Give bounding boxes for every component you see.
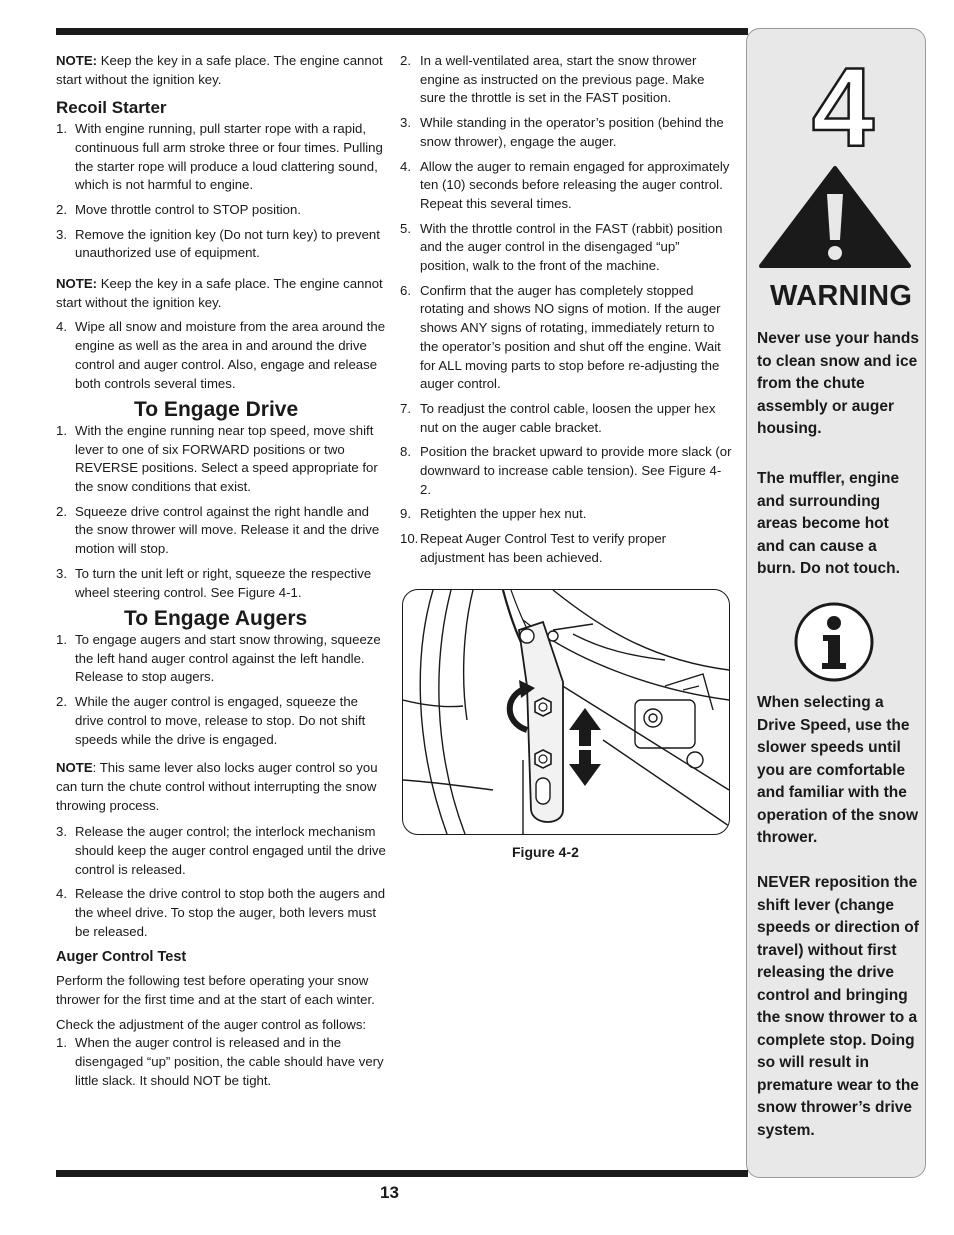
recoil-starter-heading: Recoil Starter: [56, 98, 167, 118]
note-label: NOTE:: [56, 53, 98, 68]
chapter-number-text: 4: [811, 54, 875, 154]
recoil-steps-continued: [56, 318, 386, 393]
list-item: 6. Confirm that the auger has completely stopped rotating and shows NO signs of motion. If the auger shows ANY signs of rotating, immediately return to the operator’s position and shut off the engine. Wait for ALL moving parts to stop before re-adjusting the auger control.: [400, 282, 721, 392]
left-column: [56, 52, 386, 1096]
info-icon: [793, 601, 875, 683]
note-label: NOTE: [56, 760, 93, 776]
test-intro: Check the adjustment of the auger control as follows:: [56, 1016, 367, 1032]
list-item: 2. Move throttle control to STOP position.: [56, 201, 302, 217]
list-item: 1. To engage augers and start snow throwing, squeeze the left hand auger control against the left handle. Release to stop augers.: [56, 631, 381, 685]
auger-cable-bracket-illustration: [403, 590, 729, 834]
list-item: 8. Position the bracket upward to provide more slack (or downward to increase cable tension). See Figure 4-2.: [400, 444, 732, 497]
list-item: 7. To readjust the control cable, loosen the upper hex nut on the auger cable bracket.: [400, 400, 716, 435]
note: [56, 275, 386, 312]
figure-4-2: [402, 589, 730, 835]
list-item: 1. When the auger control is released and in the disengaged “up” position, the cable should have very little slack. It should NOT be tight.: [56, 1035, 384, 1088]
list-item: 9. Retighten the upper hex nut.: [400, 506, 587, 522]
list-item: 3. To turn the unit left or right, squeeze the respective wheel steering control. See Figure 4-1.: [56, 565, 372, 600]
warning-text-muffler: The muffler, engine and surrounding areas become hot and can cause a burn. Do not touch.: [757, 470, 900, 577]
list-item: 2. In a well-ventilated area, start the snow thrower engine as instructed on the previous page. Make sure the throttle is set in the FAST position.: [400, 53, 705, 106]
test-steps-continued: [400, 52, 732, 568]
note: [56, 759, 386, 815]
warning-triangle-icon: [759, 164, 911, 270]
right-column: [400, 52, 732, 574]
page-number: 13: [380, 1183, 399, 1202]
list-item: 10. Repeat Auger Control Test to verify proper adjustment has been achieved.: [400, 531, 667, 565]
engage-drive-heading: To Engage Drive: [134, 398, 299, 422]
list-item: 4. Wipe all snow and moisture from the area around the engine as well as the area in and around the drive control and auger control. Also, engage and release both controls several times.: [56, 319, 386, 391]
list-item: 3. While standing in the operator’s position (behind the snow thrower), engage the auger.: [400, 115, 724, 149]
augers-steps: [56, 631, 386, 749]
list-item: 4. Release the drive control to stop both the augers and the wheel drive. To stop the auger, both levers must be released.: [56, 886, 386, 939]
list-item: 2. While the auger control is engaged, squeeze the drive control to move, release to stop. Do not shift speeds while the drive is engaged.: [56, 694, 366, 747]
list-item: 4. Allow the auger to remain engaged for approximately ten (10) seconds before releasing the auger control. Repeat this several times.: [400, 158, 730, 211]
list-item: 2. Squeeze drive control against the right handle and the snow thrower will move. Release it and the drive motion will stop.: [56, 503, 380, 557]
note-text: Keep the key in a safe place. The engine cannot start without the ignition key.: [56, 53, 383, 87]
info-text-drive-speed: When selecting a Drive Speed, use the slower speeds until you are comfortable and familiar with the operation of the snow thrower.: [757, 694, 919, 846]
warning-text-hands: Never use your hands to clean snow and ice from the chute assembly or auger housing.: [757, 330, 919, 437]
list-item: 1. With the engine running near top speed, move shift lever to one of six FORWARD positions or two REVERSE positions. Select a speed appropriate for the snow conditions that exist.: [56, 422, 378, 495]
chapter-number: [808, 54, 878, 154]
drive-steps: [56, 422, 386, 602]
list-item: 3. Remove the ignition key (Do not turn key) to prevent unauthorized use of equipment.: [56, 226, 380, 261]
augers-steps-continued: [56, 823, 386, 941]
note-text: Keep the key in a safe place. The engine cannot start without the ignition key.: [56, 276, 383, 310]
figure-caption: Figure 4-2: [512, 844, 579, 860]
note-label: NOTE:: [56, 276, 98, 292]
warning-title: WARNING: [770, 280, 913, 312]
auger-control-test-heading: Auger Control Test: [56, 948, 187, 965]
recoil-steps: [56, 120, 386, 263]
list-item: 1. With engine running, pull starter rope with a rapid, continuous full arm stroke three or four times. Pulling the starter rope will produce a loud clattering sound, which is not harmful to engine.: [56, 121, 383, 193]
info-text-shift-lever: NEVER reposition the shift lever (change speeds or direction of travel) without first releasing the drive control and bringing the snow thrower to a complete stop. Doing so will result in premature wear to the snow thrower’s drive system.: [757, 874, 919, 1139]
list-item: 5. With the throttle control in the FAST (rabbit) position and the auger control in the disengaged “up” position, walk to the front of the machine.: [400, 220, 723, 274]
note-text: : This same lever also locks auger control so you can turn the chute control without interrupting the snow throwing process.: [56, 760, 378, 813]
test-steps: [56, 1034, 386, 1090]
top-rule: [56, 28, 748, 35]
bottom-rule: [56, 1170, 748, 1177]
list-item: 3. Release the auger control; the interlock mechanism should keep the auger control engaged until the drive control is released.: [56, 824, 386, 877]
engage-augers-heading: To Engage Augers: [124, 607, 308, 631]
note: [56, 52, 386, 89]
test-intro: Perform the following test before operating your snow thrower for the first time and at the start of each winter.: [56, 973, 375, 1007]
